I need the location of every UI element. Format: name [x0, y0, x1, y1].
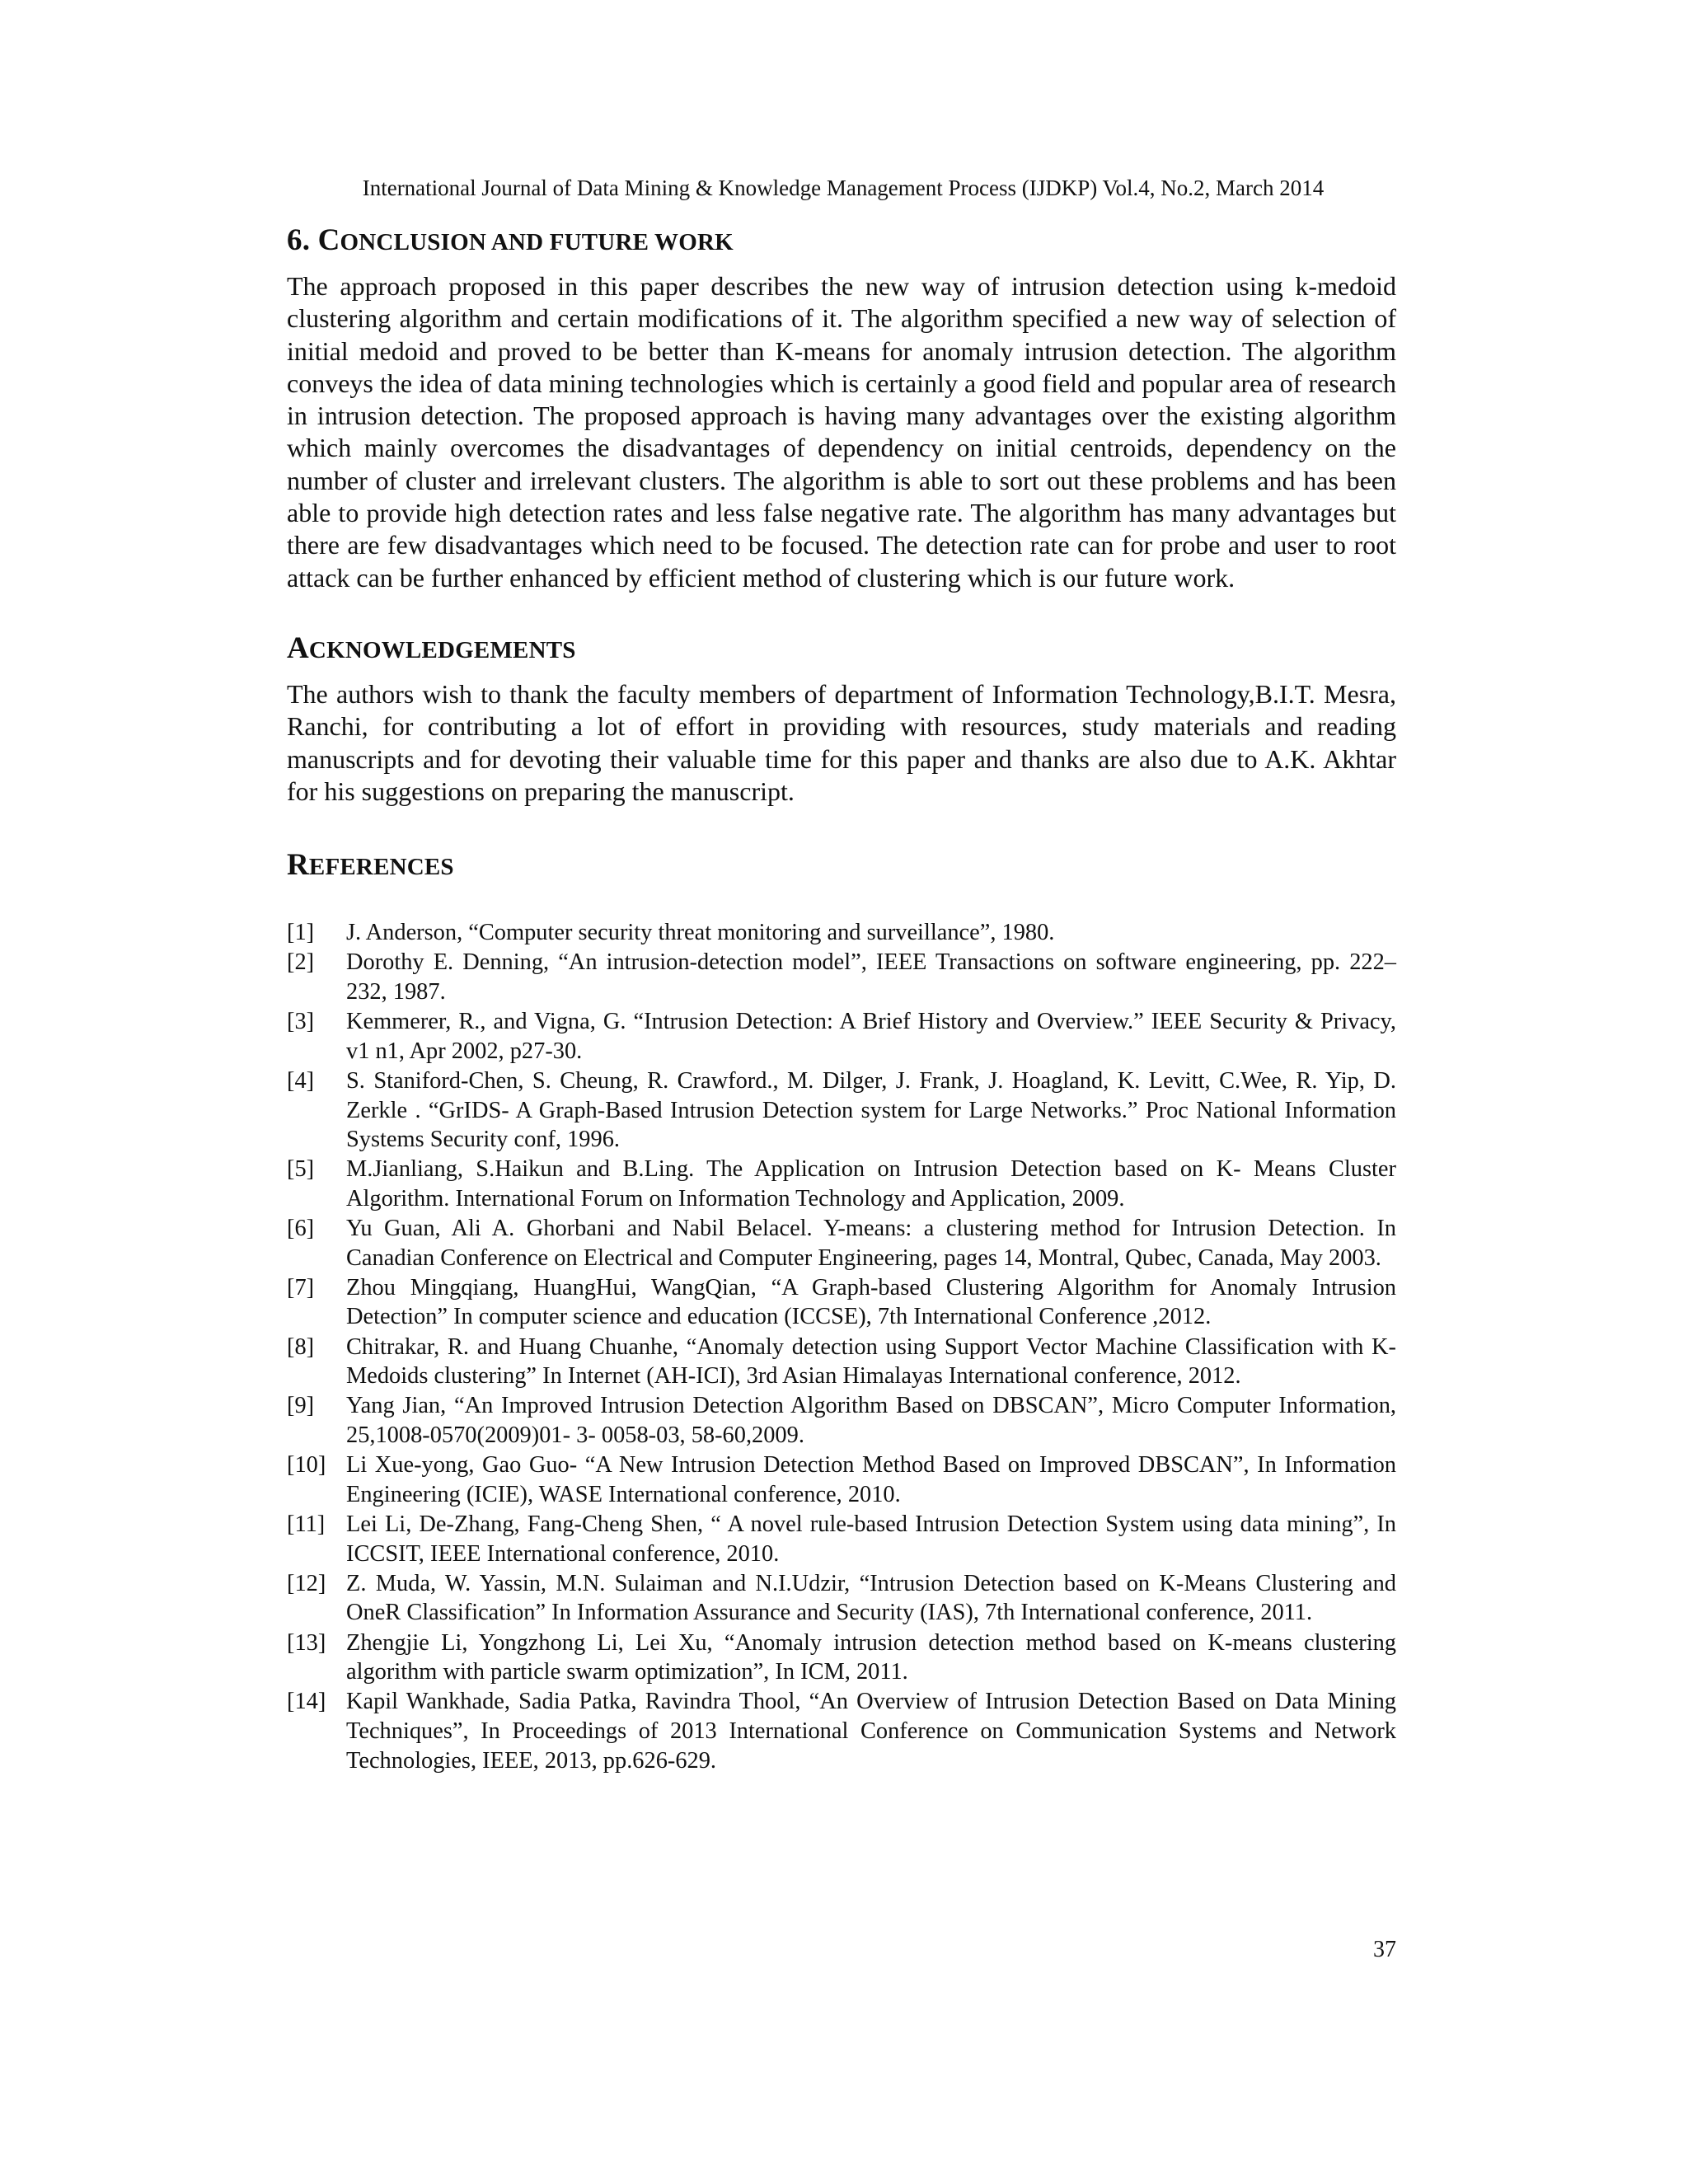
reference-text: S. Staniford-Chen, S. Cheung, R. Crawford., M. Dilger, J. Frank, J. Hoagland, K. Levitt, C.Wee, R. Yip, D. Zerkle . “GrIDS- A Graph-Based Intrusion Detection system for Large Networks.” Proc National Information Systems Security conf, 1996.	[346, 1067, 1396, 1153]
reference-text: Chitrakar, R. and Huang Chuanhe, “Anomaly detection using Support Vector Machine Classification with K-Medoids clustering” In Internet (AH-ICI), 3rd Asian Himalayas International conference, 2012.	[346, 1333, 1396, 1390]
reference-number: [14]	[287, 1689, 326, 1715]
reference-number: [4]	[287, 1067, 315, 1094]
page-number: 37	[1373, 1937, 1396, 1962]
reference-text: Lei Li, De-Zhang, Fang-Cheng Shen, “ A novel rule-based Intrusion Detection System using data mining”, In ICCSIT, IEEE International conference, 2010.	[346, 1511, 1396, 1567]
heading-initial: C	[317, 223, 340, 257]
acknowledgements-heading	[287, 629, 1396, 670]
reference-number: [3]	[287, 1009, 315, 1035]
reference-item	[287, 1391, 1396, 1450]
reference-item	[287, 1007, 1396, 1066]
reference-number: [8]	[287, 1333, 315, 1360]
reference-number: [10]	[287, 1452, 326, 1479]
reference-item	[287, 1214, 1396, 1272]
reference-number: [12]	[287, 1570, 326, 1596]
reference-item	[287, 918, 1396, 948]
reference-item	[287, 1569, 1396, 1628]
reference-text: Z. Muda, W. Yassin, M.N. Sulaiman and N.I.Udzir, “Intrusion Detection based on K-Means Clustering and OneR Classification” In Information Assurance and Security (IAS), 7th International conference, 2011.	[346, 1570, 1396, 1626]
reference-number: [11]	[287, 1511, 326, 1537]
page-content	[287, 221, 1396, 1776]
reference-item	[287, 1687, 1396, 1775]
reference-text: Yang Jian, “An Improved Intrusion Detection Algorithm Based on DBSCAN”, Micro Computer Information, 25,1008-0570(2009)01- 3- 0058-03, 58-60,2009.	[346, 1393, 1396, 1448]
reference-item	[287, 948, 1396, 1006]
heading-rest: EFERENCES	[308, 854, 454, 881]
reference-text: Zhengjie Li, Yongzhong Li, Lei Xu, “Anomaly intrusion detection method based on K-means clustering algorithm with particle swarm optimization”, In ICM, 2011.	[346, 1629, 1396, 1685]
acknowledgements-paragraph: The authors wish to thank the faculty members of department of Information Technology,B.I.T. Mesra, Ranchi, for contributing a lot of effort in providing with resources, study materials and reading manuscripts and for devoting their valuable time for this paper and thanks are also due to A.K. Akhtar for his suggestions on preparing the manuscript.	[287, 678, 1396, 806]
conclusion-heading	[287, 221, 1396, 262]
conclusion-paragraph: The approach proposed in this paper describes the new way of intrusion detection using k-medoid clustering algorithm and certain modifications of it. The algorithm specified a new way of selection of initial medoid and proved to be better than K-means for anomaly intrusion detection. The algorithm conveys the idea of data mining technologies which is certainly a good field and popular area of research in intrusion detection. The proposed approach is having many advantages over the existing algorithm which mainly overcomes the disadvantages of dependency on initial centroids, dependency on the number of cluster and irrelevant clusters. The algorithm is able to sort out these problems and has been able to provide high detection rates and less false negative rate. The algorithm has many advantages but there are few disadvantages which need to be focused. The detection rate can for probe and user to root attack can be further enhanced by efficient method of clustering which is our future work.	[287, 271, 1396, 593]
reference-text: Li Xue-yong, Gao Guo- “A New Intrusion Detection Method Based on Improved DBSCAN”, In Information Engineering (ICIE), WASE International conference, 2010.	[346, 1452, 1396, 1507]
reference-item	[287, 1066, 1396, 1155]
heading-initial: R	[287, 848, 309, 883]
reference-text: J. Anderson, “Computer security threat monitoring and surveillance”, 1980.	[346, 920, 1055, 946]
reference-text: Kapil Wankhade, Sadia Patka, Ravindra Thool, “An Overview of Intrusion Detection Based on Data Mining Techniques”, In Proceedings of 2013 International Conference on Communication Systems and Network Technologies, IEEE, 2013, pp.626-629.	[346, 1689, 1396, 1774]
heading-rest: CKNOWLEDGEMENTS	[308, 636, 576, 663]
reference-list	[287, 918, 1396, 1775]
reference-number: [6]	[287, 1216, 315, 1242]
reference-text: Kemmerer, R., and Vigna, G. “Intrusion Detection: A Brief History and Overview.” IEEE Security & Privacy, v1 n1, Apr 2002, p27-30.	[346, 1009, 1396, 1064]
reference-item	[287, 1451, 1396, 1509]
reference-item	[287, 1155, 1396, 1213]
running-header: International Journal of Data Mining & Knowledge Management Process (IJDKP) Vol.4, No.2, March 2014	[362, 176, 1325, 200]
section-number: 6.	[287, 223, 311, 257]
reference-text: Dorothy E. Denning, “An intrusion-detection model”, IEEE Transactions on software engineering, pp. 222–232, 1987.	[346, 949, 1396, 1005]
reference-text: Zhou Mingqiang, HuangHui, WangQian, “A Graph-based Clustering Algorithm for Anomaly Intrusion Detection” In computer science and education (ICCSE), 7th International Conference ,2012.	[346, 1274, 1396, 1330]
reference-number: [5]	[287, 1156, 315, 1183]
reference-number: [2]	[287, 949, 315, 976]
reference-number: [1]	[287, 920, 315, 946]
reference-text: Yu Guan, Ali A. Ghorbani and Nabil Belacel. Y-means: a clustering method for Intrusion Detection. In Canadian Conference on Electrical and Computer Engineering, pages 14, Montral, Qubec, Canada, May 2003.	[346, 1216, 1396, 1271]
reference-item	[287, 1333, 1396, 1391]
reference-number: [7]	[287, 1274, 315, 1301]
reference-item	[287, 1629, 1396, 1687]
reference-text: M.Jianliang, S.Haikun and B.Ling. The Application on Intrusion Detection based on K- Means Cluster Algorithm. International Forum on Information Technology and Application, 2009.	[346, 1156, 1396, 1212]
reference-item	[287, 1273, 1396, 1332]
reference-item	[287, 1510, 1396, 1568]
reference-number: [13]	[287, 1629, 326, 1656]
reference-number: [9]	[287, 1393, 315, 1419]
heading-rest: ONCLUSION AND FUTURE WORK	[340, 229, 734, 255]
references-heading	[287, 846, 1396, 887]
heading-initial: A	[287, 630, 309, 665]
